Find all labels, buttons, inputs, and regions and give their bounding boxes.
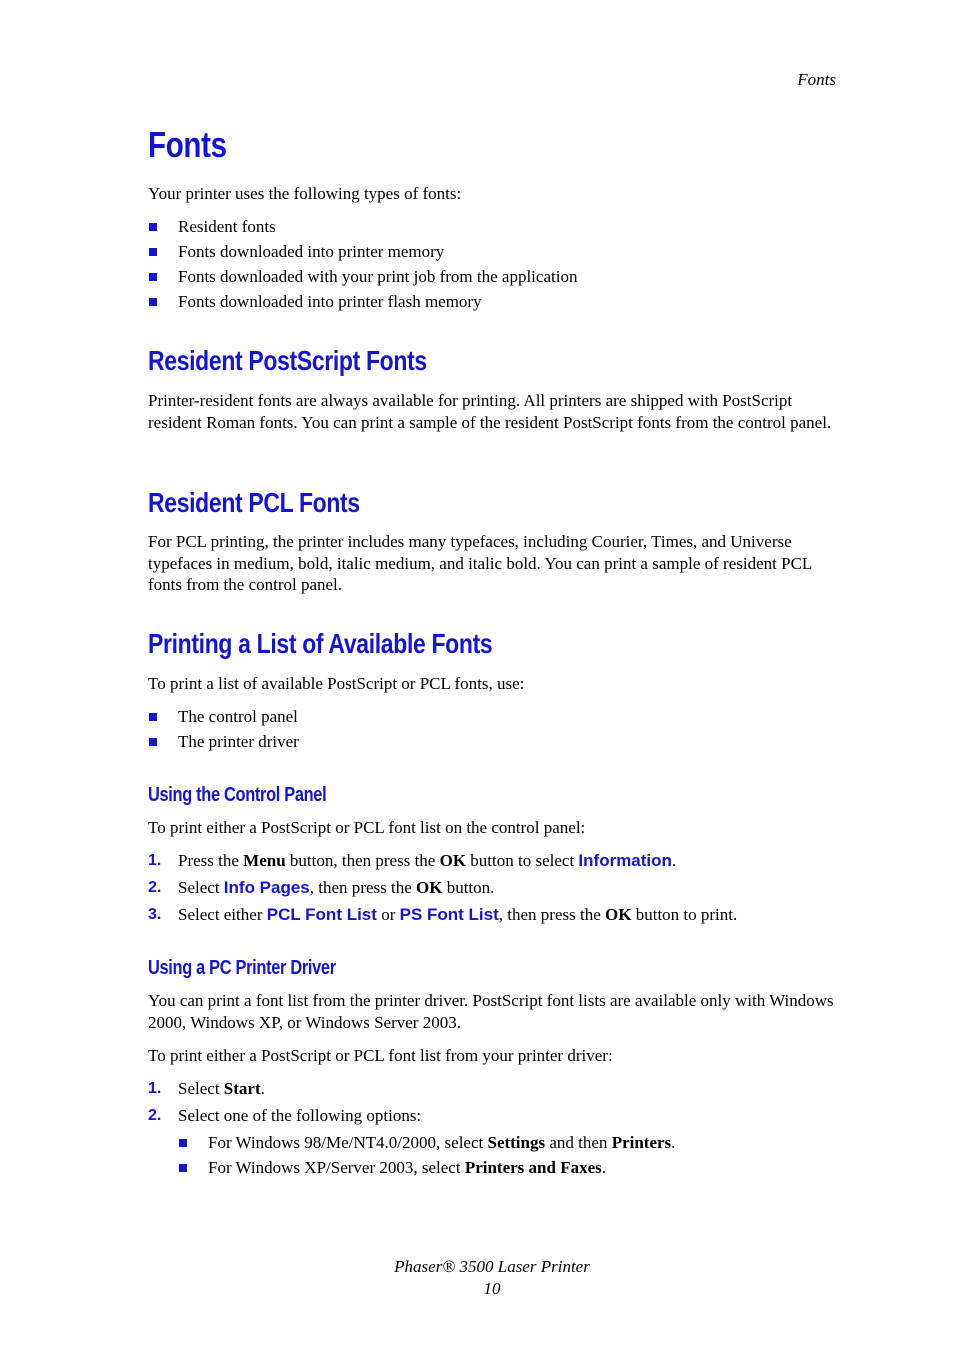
heading-resident-pcl: Resident PCL Fonts xyxy=(148,487,360,518)
step-item: 3. Select either PCL Font List or PS Font List, then press the OK button to print. xyxy=(148,905,738,924)
printing-list-intro: To print a list of available PostScript or PCL fonts, use: xyxy=(148,674,525,693)
bullet-square-icon xyxy=(179,1139,187,1147)
list-item: For Windows XP/Server 2003, select Printers and Faxes. xyxy=(178,1155,675,1180)
pc-driver-paragraph: You can print a font list from the printer driver. PostScript font lists are available only with Windows 2000, Windows XP, or Windows Server 2003. xyxy=(148,991,834,1032)
menu-term-ps-font-list: PS Font List xyxy=(399,905,499,924)
postscript-paragraph: Printer-resident fonts are always available for printing. All printers are shipped with PostScript resident Roman fonts. You can print a sample of the resident PostScript fonts from the control panel. xyxy=(148,391,832,432)
bullet-square-icon xyxy=(149,738,157,746)
heading-pc-printer-driver: Using a PC Printer Driver xyxy=(148,957,336,979)
font-types-list xyxy=(148,214,577,314)
pc-driver-intro: To print either a PostScript or PCL font list from your printer driver: xyxy=(148,1046,613,1065)
heading-control-panel: Using the Control Panel xyxy=(148,784,327,806)
heading-printing-list: Printing a List of Available Fonts xyxy=(148,628,493,659)
bullet-square-icon xyxy=(179,1164,187,1172)
list-item: Fonts downloaded with your print job from the application xyxy=(148,264,577,289)
heading-resident-postscript: Resident PostScript Fonts xyxy=(148,345,427,376)
running-head: Fonts xyxy=(797,70,836,89)
list-item: The printer driver xyxy=(148,729,299,754)
footer-product: Phaser® 3500 Laser Printer xyxy=(394,1257,590,1276)
intro-paragraph: Your printer uses the following types of fonts: xyxy=(148,184,462,203)
bullet-square-icon xyxy=(149,298,157,306)
page-footer xyxy=(0,1256,954,1300)
bullet-square-icon xyxy=(149,713,157,721)
step-item: 2. Select one of the following options: xyxy=(148,1106,422,1125)
pcl-paragraph: For PCL printing, the printer includes many typefaces, including Courier, Times, and Universe typefaces in medium, bold, italic medium, and italic bold. You can print a sample of resident PCL fonts from the control panel. xyxy=(148,532,812,594)
methods-list xyxy=(148,704,299,754)
list-item: Fonts downloaded into printer memory xyxy=(148,239,577,264)
bullet-square-icon xyxy=(149,223,157,231)
page-title: Fonts xyxy=(148,124,227,165)
list-item: Fonts downloaded into printer flash memory xyxy=(148,289,577,314)
menu-term-info-pages: Info Pages xyxy=(223,878,310,897)
menu-term-information: Information xyxy=(578,851,672,870)
step-item: 2. Select Info Pages, then press the OK button. xyxy=(148,878,495,897)
list-item: Resident fonts xyxy=(148,214,577,239)
list-item: The control panel xyxy=(148,704,299,729)
step-item: 1. Select Start. xyxy=(148,1079,265,1098)
pc-driver-steps xyxy=(148,1075,421,1129)
bullet-square-icon xyxy=(149,273,157,281)
control-panel-intro: To print either a PostScript or PCL font list on the control panel: xyxy=(148,818,586,837)
options-list xyxy=(178,1130,675,1180)
control-panel-steps xyxy=(148,847,737,928)
page-number: 10 xyxy=(483,1279,501,1298)
step-item: 1. Press the Menu button, then press the OK button to select Information. xyxy=(148,851,677,870)
menu-term-pcl-font-list: PCL Font List xyxy=(266,905,377,924)
list-item: For Windows 98/Me/NT4.0/2000, select Settings and then Printers. xyxy=(178,1130,675,1155)
bullet-square-icon xyxy=(149,248,157,256)
